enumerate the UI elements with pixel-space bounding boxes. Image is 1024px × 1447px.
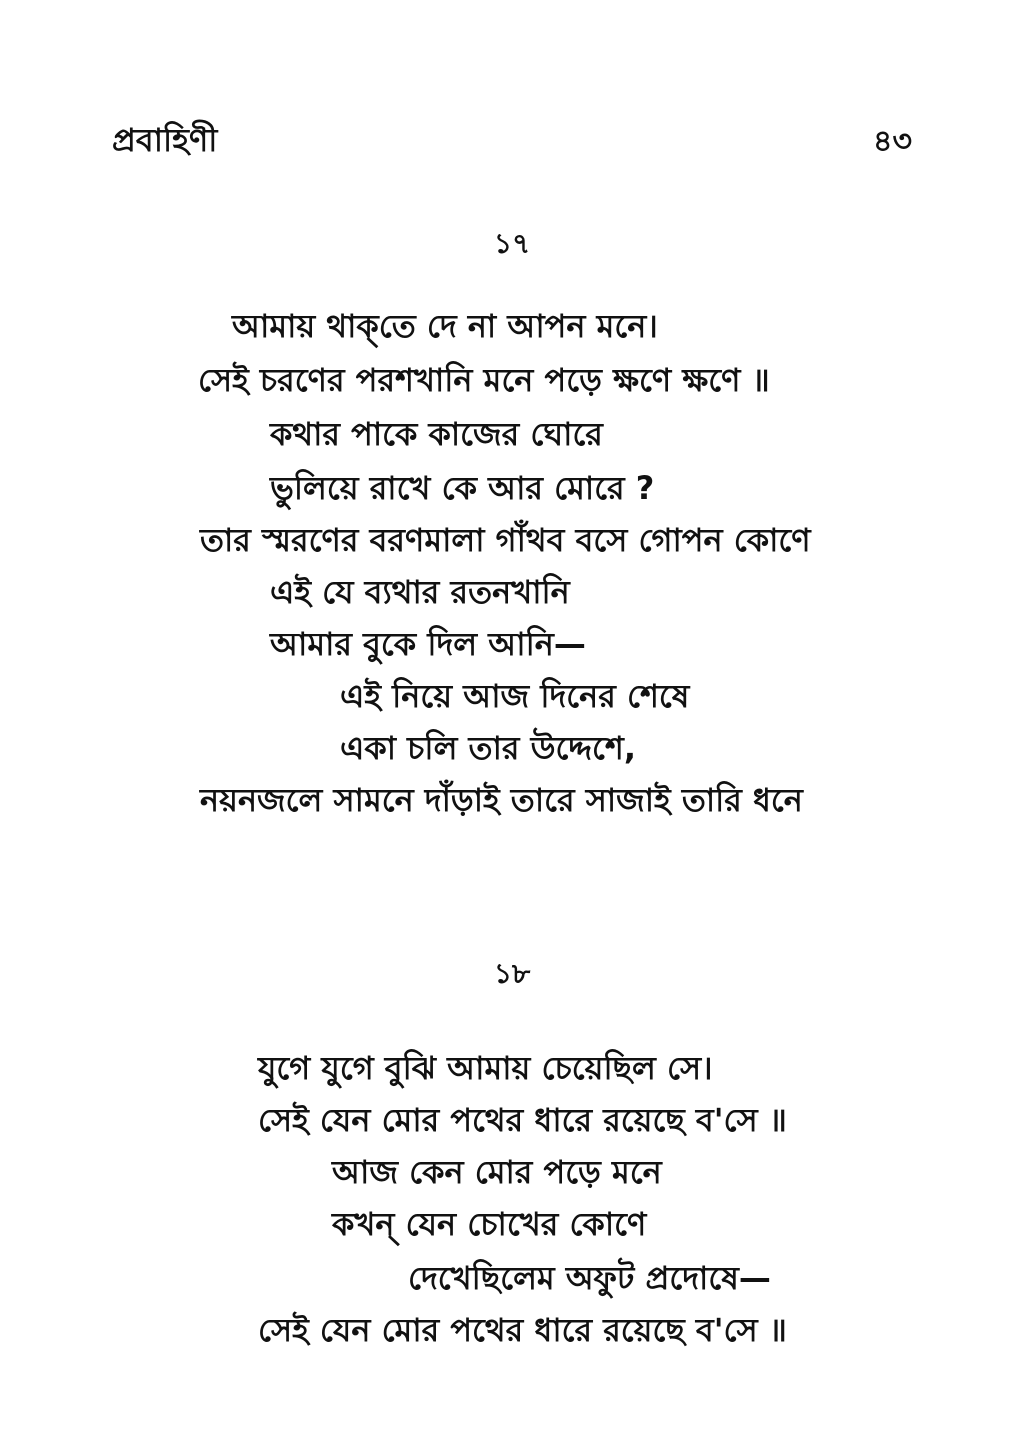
poem-line: ভুলিয়ে রাখে কে আর মোরে ? <box>270 469 655 507</box>
poem-line: আমায় থাক্‌তে দে না আপন মনে। <box>232 307 658 345</box>
poem-line: এই নিয়ে আজ দিনের শেষে <box>340 677 690 715</box>
poem-line: একা চলি তার উদ্দেশে, <box>340 729 637 767</box>
poem-line: এই যে ব্যথার রতনখানি <box>270 573 570 611</box>
poem-line: নয়নজলে সামনে দাঁড়াই তারে সাজাই তারি ধনে <box>200 781 803 819</box>
poem-line: যুগে যুগে বুঝি আমায় চেয়েছিল সে। <box>258 1049 713 1087</box>
poem-line: কথার পাকে কাজের ঘোরে <box>270 415 603 453</box>
poem-line: কখন্‌ যেন চোখের কোণে <box>332 1205 647 1243</box>
poem-line: আমার বুকে দিল আনি— <box>270 625 586 663</box>
poem-number: ১৭ <box>493 227 531 260</box>
poem-line: দেখেছিলেম অফুট প্রদোষে— <box>408 1259 771 1297</box>
running-head-title: প্রবাহিণী <box>112 121 218 159</box>
poem-line: আজ কেন মোর পড়ে মনে <box>332 1153 662 1191</box>
poem-line: সেই যেন মোর পথের ধারে রয়েছে ব'সে ॥ <box>258 1311 787 1349</box>
poem-line: তার স্মরণের বরণমালা গাঁথব বসে গোপন কোণে <box>200 521 811 559</box>
page-number: ৪৩ <box>873 124 912 159</box>
poem-line: সেই যেন মোর পথের ধারে রয়েছে ব'সে ॥ <box>258 1101 787 1139</box>
poem-number: ১৮ <box>493 957 531 990</box>
poem-line: সেই চরণের পরশখানি মনে পড়ে ক্ষণে ক্ষণে ॥ <box>198 361 770 399</box>
